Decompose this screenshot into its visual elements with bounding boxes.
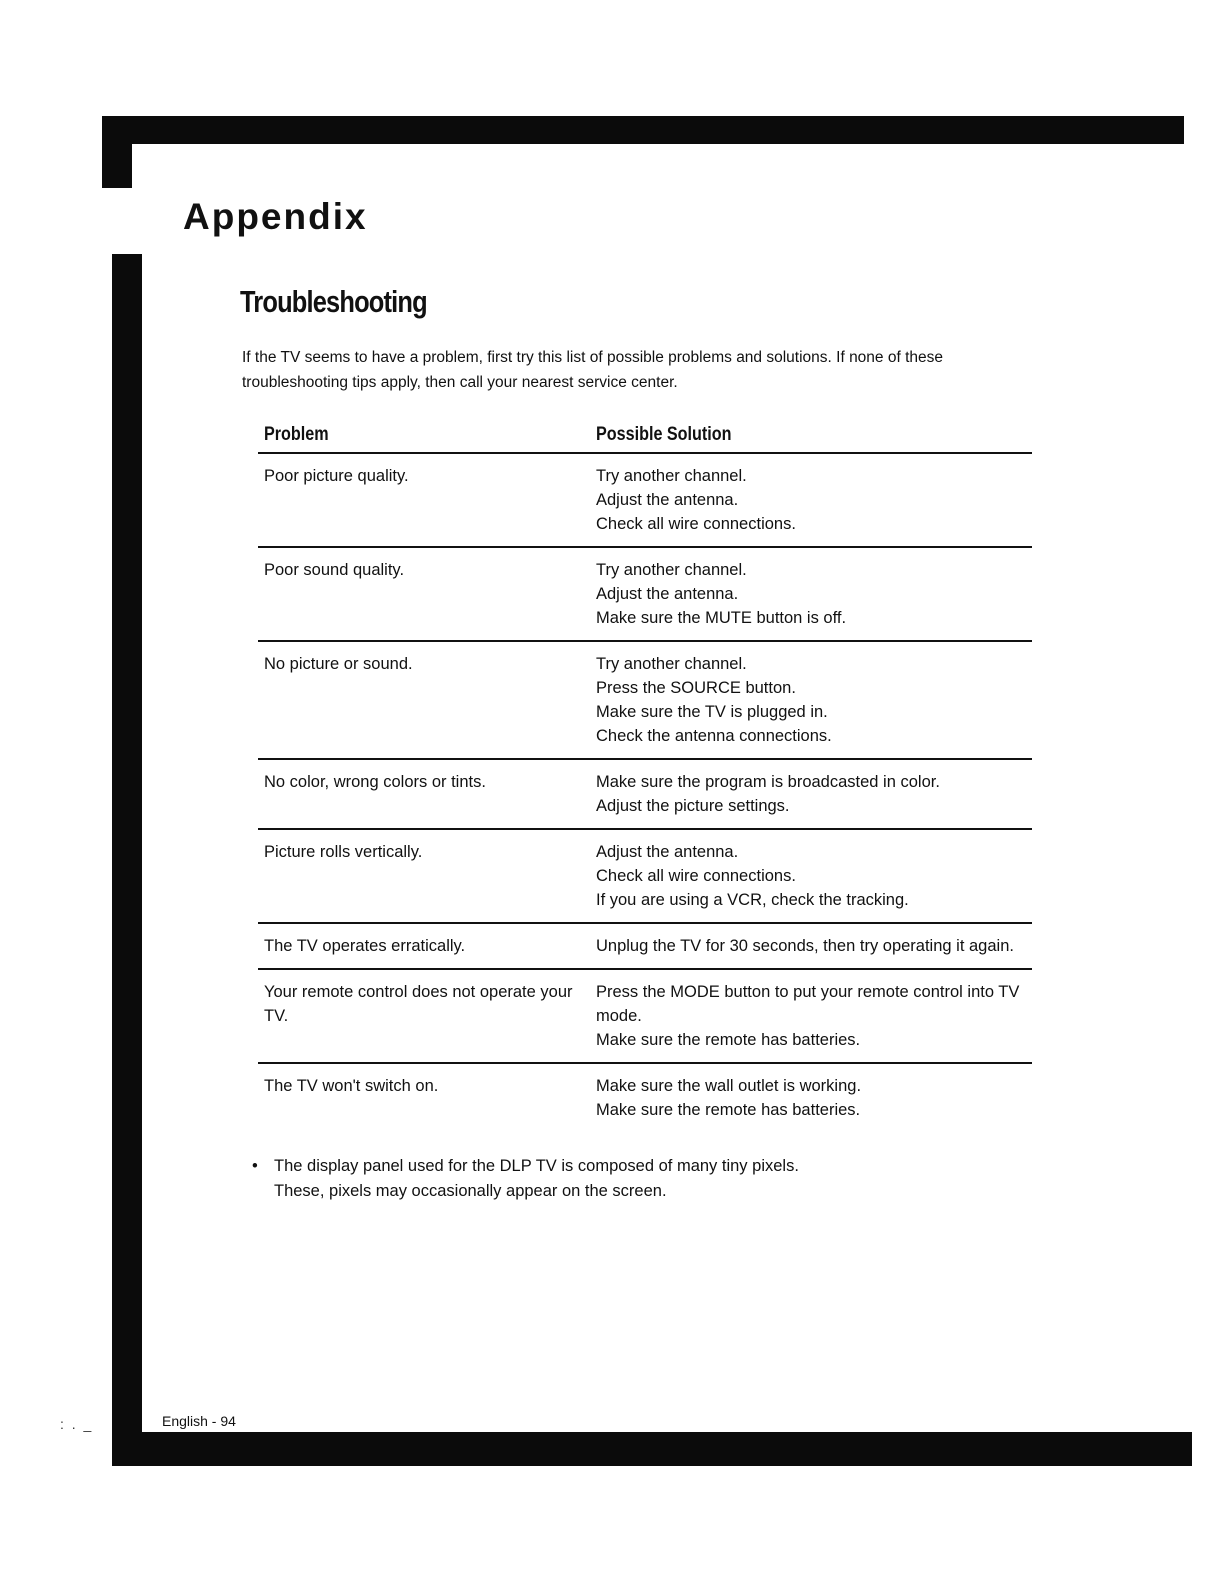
- table-row: [258, 547, 1032, 641]
- solution-cell: [590, 759, 1032, 829]
- note-line-1: The display panel used for the DLP TV is composed of many tiny pixels.: [274, 1157, 799, 1175]
- problem-cell: Picture rolls vertically.: [258, 829, 590, 923]
- table-row: [258, 923, 1032, 969]
- solution-line: Make sure the wall outlet is working.: [596, 1077, 862, 1095]
- intro-paragraph: If the TV seems to have a problem, first try this list of possible problems and solutions. If none of these troubleshooting tips apply, then call your nearest service center.: [242, 349, 944, 391]
- problem-cell: No picture or sound.: [258, 641, 590, 759]
- page-footer: English - 94: [162, 1413, 236, 1429]
- solution-line: Make sure the remote has batteries.: [596, 1031, 861, 1049]
- table-row: [258, 829, 1032, 923]
- table-row: [258, 641, 1032, 759]
- table-row: [258, 1063, 1032, 1132]
- problem-cell: Poor picture quality.: [258, 453, 590, 547]
- bottom-black-bar: [112, 1432, 1192, 1466]
- problem-cell: Poor sound quality.: [258, 547, 590, 641]
- problem-cell: The TV won't switch on.: [264, 1077, 439, 1095]
- solution-line: Make sure the TV is plugged in.: [596, 703, 828, 721]
- solution-cell: [590, 1063, 1032, 1132]
- solution-cell: [590, 923, 1032, 969]
- solution-line: Adjust the picture settings.: [596, 797, 790, 815]
- solution-line: Press the SOURCE button.: [596, 679, 796, 697]
- table-header-row: [258, 418, 1032, 453]
- problem-cell: The TV operates erratically.: [258, 923, 590, 969]
- solution-cell: [590, 453, 1032, 547]
- solution-cell: [590, 547, 1032, 641]
- header-problem: Problem: [258, 418, 590, 453]
- solution-line: Adjust the antenna.: [596, 843, 739, 861]
- section-title: Troubleshooting: [240, 284, 427, 319]
- top-black-bar: [102, 116, 1184, 144]
- solution-line: Check all wire connections.: [596, 867, 796, 885]
- table-row: [258, 759, 1032, 829]
- solution-cell: [590, 641, 1032, 759]
- solution-line: Press the MODE button to put your remote control into TV mode.: [596, 983, 1020, 1025]
- note: [252, 1154, 799, 1204]
- solution-line: Try another channel.: [596, 467, 747, 485]
- table-row: [258, 969, 1032, 1063]
- solution-line: Check all wire connections.: [596, 515, 796, 533]
- solution-line: Unplug the TV for 30 seconds, then try operating it again.: [596, 937, 1014, 955]
- solution-line: Adjust the antenna.: [596, 491, 739, 509]
- solution-line: Adjust the antenna.: [596, 585, 739, 603]
- problem-cell: Your remote control does not operate your TV.: [258, 969, 590, 1063]
- solution-cell: [590, 829, 1032, 923]
- table-row: [258, 453, 1032, 547]
- table-body: [258, 453, 1032, 1132]
- crop-marks: : . _: [60, 1416, 94, 1432]
- solution-line: Make sure the program is broadcasted in color.: [596, 773, 940, 791]
- chapter-title: Appendix: [183, 196, 368, 237]
- bullet-icon: •: [252, 1157, 258, 1175]
- solution-line: Check the antenna connections.: [596, 727, 832, 745]
- solution-line: Make sure the MUTE button is off.: [596, 609, 847, 627]
- problem-cell: No color, wrong colors or tints.: [258, 759, 590, 829]
- solution-line: If you are using a VCR, check the tracking.: [596, 891, 909, 909]
- left-black-bar: [112, 254, 142, 1466]
- solution-line: Make sure the remote has batteries.: [596, 1101, 861, 1119]
- solution-cell: [590, 969, 1032, 1063]
- solution-line: Try another channel.: [596, 655, 747, 673]
- troubleshooting-table: [258, 418, 1032, 1132]
- left-black-bar-upper: [102, 116, 132, 188]
- header-solution: Possible Solution: [590, 418, 1032, 453]
- note-line-2: These, pixels may occasionally appear on the screen.: [274, 1182, 667, 1200]
- solution-line: Try another channel.: [596, 561, 747, 579]
